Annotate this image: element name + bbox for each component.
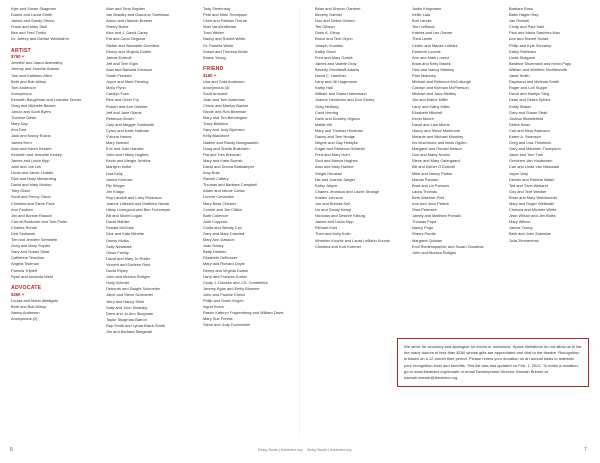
donor-name: Aaron and Hannah Brewer — [106, 18, 153, 24]
donor-name: Thomas Popa — [412, 219, 437, 225]
donor-name: Mary Harrold — [106, 140, 129, 146]
donor-name: Olson Family — [106, 249, 129, 255]
donor-name: Tom Anderson — [11, 84, 36, 90]
donor-name: Chris and Patricia Thorne — [203, 18, 248, 24]
donor-name: Joe and Brenda Kell — [315, 201, 351, 206]
col1-top-list — [11, 6, 93, 43]
donor-name: Nancy Pugh — [412, 225, 434, 231]
donor-name: Nancy and Robert White — [203, 36, 246, 42]
donor-name: Betty Debben — [203, 249, 227, 255]
donor-name: Tody Strelensky — [203, 6, 231, 11]
donor-name: Jim and Barbara Steigerall — [106, 328, 152, 334]
donor-name: Ted and Trina Wieland — [509, 182, 548, 188]
donor-name: Denny and Virginia Durbin — [106, 48, 152, 54]
donor-name: Alan and Mary Humke — [315, 164, 354, 170]
donor-name: Jamey and Matthew Pomaki — [412, 213, 461, 219]
donor-name: Raymond and Melinda Smith — [509, 79, 559, 85]
donor-name: David and Donna Buttsamper — [203, 163, 255, 169]
donor-name: Kenneth and Jeanette Kinsey — [11, 151, 62, 157]
donor-name: Connie and Jim Clifton — [203, 206, 243, 212]
donor-name: Anonymous — [11, 90, 32, 96]
donor-name: Greg and Michelle Becker — [11, 103, 56, 109]
donor-name: Deborah and Dwight Schroeder — [106, 286, 161, 292]
donor-name: Ryan and Amanda West — [11, 273, 53, 279]
advocate-amount: $350 + — [11, 291, 25, 297]
donor-name: Brad and Liz Parsons — [412, 182, 450, 188]
donor-name: Doreene Loomis — [412, 48, 441, 54]
donor-name: Denny and Virginia Durbin — [203, 267, 249, 273]
donor-name: Noel VanDenBerse — [203, 24, 237, 30]
donor-name: Guy and Terri Weidler — [509, 188, 547, 194]
donor-name: Theo and Kelly Kolln — [315, 231, 351, 237]
donor-name: Ben and Fred Timko — [11, 30, 47, 36]
donor-name: Sherry Butler — [106, 24, 129, 30]
donor-name: Sherry Purdie — [412, 231, 436, 237]
donor-name: Philip and Kyle Schramp — [509, 42, 552, 48]
donor-name: Janice and Scott Byers — [11, 109, 51, 115]
page-divider — [299, 8, 300, 438]
donor-name: Richard Kohl — [315, 225, 338, 231]
donor-name: Gary and Mary Crandall — [203, 230, 245, 236]
donor-name: Elizabeth DeBrower — [203, 255, 238, 261]
donor-name: Steve and Judy Fuemmeler — [203, 322, 251, 328]
donor-name: Justin Krogmann — [412, 6, 442, 11]
donor-name: Fred and Mary Gosek — [315, 54, 353, 60]
donor-name: Tom and Kathleen Allen — [11, 72, 52, 78]
donor-name: Joseph Goodlen — [315, 42, 344, 48]
donor-name: Fred and Mary Horn — [315, 152, 350, 158]
donor-name: Kathy Shelenko — [509, 48, 537, 54]
donor-name: Thomas and Barbara Campbell — [203, 182, 258, 188]
donor-name: Terri LeBlanc — [412, 24, 435, 30]
donor-name: Elaine Young — [203, 54, 226, 60]
donor-name: Marilynn Keller — [106, 164, 132, 170]
column-2 — [106, 6, 188, 335]
donor-name: Katrina and Les Garner — [412, 30, 453, 36]
donor-name: Lisa Kelly — [106, 170, 123, 176]
donor-name: Chuck and Marilyn Backm — [203, 103, 249, 109]
donor-name: David and Mary Morton — [11, 182, 52, 188]
donor-name: Mary and Roger Wettsider — [509, 201, 555, 206]
donor-name: Charles Rohde — [11, 224, 37, 230]
donor-name: Julie Coppock — [203, 218, 228, 224]
donor-name: Nadine and Randy Bomgaarden — [203, 139, 259, 145]
donor-name: John and Pauline Ehrick — [203, 291, 245, 297]
donor-name: Beth Waehler Pohl — [412, 194, 445, 200]
donor-name: Beth and Bob Allhop — [11, 78, 47, 84]
donor-name: Cedric and Marcia Lofdahl — [412, 42, 458, 48]
donor-name: Kathy Jasper — [315, 182, 338, 188]
donor-name: Christine and Steve Pace — [11, 200, 55, 206]
donor-name: Scot and Marcia Hughes — [315, 158, 358, 164]
column-4 — [315, 6, 397, 250]
column-5 — [412, 6, 494, 256]
donor-name: David C. Haerther — [315, 73, 347, 79]
donor-name: Jean Wilson and Jim Boles — [509, 213, 556, 219]
donor-name: Eric and Julie Hansler — [106, 146, 144, 152]
donor-name: Beth and Bob Allhop — [11, 303, 47, 309]
footer-right-text: Kinky Boots | theatrecr.org — [307, 448, 352, 452]
donor-name: Rick and Greer Fry — [106, 97, 139, 103]
donor-name: Stefan and Wannette Doenfeld — [106, 42, 160, 48]
donor-name: Janice Kerkove — [106, 176, 133, 182]
donor-name: Barbara Ross — [509, 6, 533, 11]
donor-name: James and Sandy Strunc — [11, 18, 55, 24]
donor-name: James and Linda Kipp — [315, 219, 354, 225]
donor-name: Gary and Judy Bjornsen — [203, 127, 245, 133]
donor-name: Jennifer and Jason Abernathy — [11, 60, 63, 66]
donor-name: Roy Landolt and Larry Robinson — [106, 194, 162, 200]
donor-name: Dick and Nancy Mahony — [412, 66, 455, 72]
donor-name: Dan and Debra Geisen — [315, 18, 355, 24]
donor-name: Bruce and Terri Glynn — [315, 36, 353, 42]
donor-name: Lorene Cervantes — [203, 194, 234, 200]
col2-list — [106, 6, 188, 335]
donor-name: Joan and Tom Auterman — [203, 96, 246, 102]
donor-name: Gretchen Van Houtschen — [509, 158, 553, 164]
donor-name: Ann and Mark Lorenz — [412, 54, 450, 60]
donor-name: Roger and Lori Suppe — [509, 85, 548, 91]
donor-name: Catherine Tesslime — [11, 255, 45, 261]
donor-name: William and Diana Hatermann — [315, 91, 367, 97]
column-1 — [11, 6, 93, 322]
donor-name: Angela Tiseman — [11, 261, 39, 267]
donor-name: Bill and Muriel Logan — [106, 213, 143, 219]
donor-name: Taylor Skogman-Barron — [106, 316, 147, 322]
donor-name: Traci Weber — [203, 30, 224, 36]
donor-name: Philip and Gwen Engen — [203, 298, 244, 304]
notice-text: We strive for accuracy and apologize for errors or omissions. Space limitations do not allow us to list the many donors of less than $150 whose gifts are appreciated and vital to the theatre. Recognition is based on a 12-month time period. Please renew your donation on an annual basis to maintain your recognition level and benefits. This list was last updated on Feb. 1, 2022. To make a donation, go to www.theatrecr.org/donate or email Development Director Hannah Brewer at hannah.brewer@theatrecr.org. — [404, 344, 582, 381]
donor-name: Deb Sedlacek — [11, 230, 36, 236]
donor-name: Kristy Staker — [509, 103, 532, 109]
donor-name: Hilary Livengood and Ben Frohmeyer — [106, 207, 171, 213]
donor-name: Rachel Caffery — [203, 176, 229, 182]
donor-name: Beverly Gartner — [315, 12, 343, 18]
donor-name: Ann Derr — [11, 127, 27, 133]
donor-name: Kelly Blackford — [203, 133, 229, 139]
donor-name: Lisa and Todd Andersen — [203, 78, 245, 84]
donor-name: Alan and Terry Bayden — [106, 6, 146, 11]
donor-name: Larry and Kathy Miller — [412, 103, 450, 109]
donor-name: Michael and Rebecca McCollough — [412, 79, 472, 85]
donor-name: Carroll Reasoner and Tom Peller — [11, 218, 68, 224]
donor-name: Brian and Kelly Macek — [412, 60, 451, 66]
donor-name: Cary and Meggie Goldsmith — [106, 121, 155, 127]
donor-name: Dr. Pamela White — [203, 42, 234, 48]
donor-name: Dick and Kate Minette — [106, 231, 145, 237]
donor-name: Tim and Jennifer Semeleth — [11, 237, 58, 243]
donor-name: Nancy Andersen — [11, 309, 40, 315]
donor-name: James and Linda Kipp — [11, 157, 50, 163]
donor-name: Gingie Hunstad — [315, 170, 342, 176]
col5-list — [412, 6, 494, 256]
donor-name: Chelsea and Michele White — [509, 207, 557, 213]
donor-name: Toby Olsen — [11, 188, 31, 194]
donor-name: Gary and Maureen Thompson — [509, 146, 561, 152]
donor-name: Joyce and Mark Fleming — [106, 79, 149, 85]
donor-name: Linda Skagand — [509, 54, 535, 60]
donor-name: Holly Schmitt — [106, 280, 129, 286]
donor-name: David Ripley — [106, 268, 128, 274]
donor-name: Dennis and Patricia Walsh — [509, 176, 555, 182]
donor-name: Thea Leslie — [412, 36, 433, 42]
donor-name: Carl and Linda Van Nieuwaal — [509, 164, 560, 170]
donor-name: Anonymous (2) — [11, 315, 38, 321]
donor-name: Robert and Ann Gessler — [106, 103, 148, 109]
donor-name: Mary and Katie Burrish — [203, 157, 243, 163]
advocate-list — [11, 298, 93, 322]
donor-name: Danny and Terri Hodge — [315, 133, 355, 139]
donor-name: Brian and Mary Weinbacher — [509, 194, 558, 200]
donor-name: Charles Jennison and Laurie Strange — [315, 188, 380, 194]
donor-name: John and Monica Rolfges — [106, 274, 150, 280]
donor-name: Sally Newstate — [106, 243, 132, 249]
donor-name: Mary Day — [11, 121, 28, 127]
donor-name: Pip Klinger — [106, 182, 125, 188]
donor-name: Margaret and Ronald Nelson — [412, 146, 462, 152]
donor-name: Ann and Robert Schae — [509, 36, 549, 42]
donor-name: Jim and Bonnie Rausch — [11, 212, 53, 218]
donor-name: Kathy Hall — [315, 85, 333, 91]
donor-name: Larry and Jill Hagemann — [315, 79, 358, 85]
donor-name: Karen A. Swanson — [509, 133, 542, 139]
page-number-right: 7 — [584, 447, 587, 453]
donor-name: Joshua Stubblefield — [509, 115, 543, 121]
donor-name: Janet Smith — [509, 73, 530, 79]
donor-name: Tracy Biddlers — [203, 121, 228, 127]
donor-name: Greg and Lisa Thimbeck — [509, 140, 552, 146]
donor-name: Cindy and Paul Sale — [509, 24, 545, 30]
donor-name: Teri Gibson — [315, 24, 335, 30]
donor-name: David Mahlke — [106, 219, 130, 225]
donor-name: Jean Deazy — [203, 243, 224, 249]
donor-name: Carol Herring — [315, 109, 339, 115]
donor-name: David and Mary Jo Rotter — [106, 255, 151, 261]
donor-name: V'storia Hanna — [106, 133, 132, 139]
donor-name: Therese Davis — [11, 115, 37, 121]
donor-name: Jeremy and Jeanine Adams — [11, 66, 60, 72]
col6-list — [509, 6, 591, 244]
donor-name: Frank and Mary Stull — [11, 24, 47, 30]
donor-name: Mary and Tim Bennington — [203, 115, 248, 121]
donor-name: Julie and Joe Lek — [11, 163, 42, 169]
donor-name: Beatrice Shoemack and Kevin Papp — [509, 60, 572, 66]
friend-list — [203, 79, 285, 329]
donor-name: John and Hillary Hughes — [106, 152, 149, 158]
donor-name: Gary and Susan Strait — [11, 249, 50, 255]
donor-name: Doug and Sheila Brakhahn — [203, 145, 250, 151]
donor-name: Julia Zimmerman — [509, 237, 539, 243]
donor-name: Jeff and Terri Elgin — [106, 60, 139, 66]
donor-name: James and Valerie Gray — [315, 60, 357, 66]
donor-name: Pam Maloney — [412, 73, 436, 79]
donor-name: Babs Hagen Ray — [509, 12, 539, 18]
donor-name: Greg Hellweg — [315, 103, 339, 109]
donor-name: Pat and Carol Degrave — [106, 36, 146, 42]
donor-name: Anonymous (4) — [203, 84, 230, 90]
donor-name: Wheelen Kountz and Laura LeBahn Kountz — [315, 237, 390, 243]
donor-name: Larry and Frances Durkin — [203, 273, 247, 279]
donor-name: Doris A. Gilroy — [315, 30, 340, 36]
col3-top-list — [203, 6, 285, 61]
donor-name: Danny Mulka — [106, 237, 129, 243]
donor-name: Pat and Tom Brennan — [203, 151, 241, 157]
donor-name: Ann Paulson — [11, 206, 34, 212]
donor-name: Alan and Karen Kessler — [11, 145, 52, 151]
donor-name: Louisa and Mario Affatigato — [11, 297, 59, 303]
donor-name: Margaret Quinlan — [412, 237, 443, 243]
donor-name: Dave and Dorothy Higdon — [315, 115, 360, 121]
donor-name: Adam and Nicole Cariss — [203, 188, 245, 194]
donor-name: James Eckhoff — [106, 54, 132, 60]
donor-name: James Kern — [11, 139, 32, 145]
donor-name: Kenneth Baughman and Leandra Tanner — [11, 96, 82, 102]
donor-name: Pete and Mimi Thompson — [203, 12, 248, 18]
donor-name: Cyrus and Katie Hallman — [106, 127, 150, 133]
donor-name: Lin and Sandy Kemp — [315, 207, 352, 213]
donor-name: Kellie Lala — [412, 12, 430, 18]
donor-name: Ingrid Evers — [203, 304, 224, 310]
donor-name: Jack and Nancy Evans — [11, 133, 51, 139]
donor-name: Barb Colemon — [203, 212, 228, 218]
donor-name: John and Monica Rolfges — [412, 249, 456, 255]
donor-name: Edgar and Rebecca Holstner — [315, 146, 365, 152]
donor-name: Beth and John Zabriskie — [509, 231, 551, 237]
donor-name: Bob Landis — [412, 18, 432, 24]
donor-name: Iris Muchmore and Mark Ogden — [412, 140, 467, 146]
donor-name: Bill and Esther O'Donnell — [412, 164, 456, 170]
donor-name: Vincent and Darlene Reid — [106, 261, 151, 267]
donor-name: Susan and Theresa Wolle — [203, 48, 248, 54]
donor-name: Mary and Thomas Hindman — [315, 127, 363, 133]
donor-name: Nancy and Steve Mortimore — [412, 127, 461, 133]
donor-name: David and Lisa Morris — [412, 121, 450, 127]
notice-box — [397, 338, 589, 387]
donor-name: Duane and Laura Smith — [11, 12, 53, 18]
donor-name: Ronald McGraw — [106, 225, 134, 231]
donor-name: Melanie and Michael Moseley — [412, 133, 464, 139]
donor-name: Nic and Joanne Jaeger — [315, 176, 356, 182]
donor-name: Kevin and Mergie Jenkins — [106, 158, 151, 164]
donor-name: Scott Arnsdorf — [203, 90, 228, 96]
donor-name: Sarah Fendahl — [106, 73, 132, 79]
donor-name: Marcia Parman — [412, 176, 439, 182]
column-3 — [203, 6, 285, 328]
donor-name: Drew and Jo Ann Skogman — [106, 310, 154, 316]
artist-heading: ARTIST — [11, 47, 31, 54]
footer-left-text: Kinky Boots | theatrecr.org — [258, 448, 303, 452]
artist-amount: $750 + — [11, 54, 25, 60]
donor-name: Carolyn Fuss — [106, 91, 129, 97]
donor-name: Alan and Barbara Erickson — [106, 66, 153, 72]
donor-name: Michael and Jane Medley — [412, 91, 457, 97]
donor-name: Kevin Moore — [412, 115, 434, 121]
donor-name: Debra Swan — [509, 121, 531, 127]
donor-name: Steve and Mary Ostergaard — [412, 158, 460, 164]
donor-name: Janet and Steve Schroeder — [106, 292, 154, 298]
donor-name: Joanne Hendricks and Don Storey — [315, 97, 375, 103]
donor-name: Jeremy Egan and Emily Blumme — [203, 285, 260, 291]
donor-name: Pastor Kathryn Frajzendeng and William Davis — [203, 310, 284, 316]
donor-name: Jim and Elaine Miller — [412, 97, 448, 103]
donor-name: Dean and Debra Spinks — [509, 97, 551, 103]
donor-name: Carolyn and Norman McPherson — [412, 85, 469, 91]
donor-name: Dr. Jeffrey and Denise Weisbahm — [11, 36, 69, 42]
donor-name: Don and Marty Norton — [412, 152, 451, 158]
donor-name: David and Marilyn Sieg — [509, 91, 550, 97]
donor-name: Gary and Susan Strait — [509, 109, 548, 115]
donor-name: Ray Smith and Lynda Black-Smith — [106, 322, 165, 328]
advocate-heading: ADVOCATE — [11, 284, 42, 291]
donor-name: Rebecca Glover — [106, 115, 134, 121]
donor-name: Jim Knapp — [106, 188, 125, 194]
donor-name: Joyce Varp — [509, 170, 529, 176]
donor-name: Paul and Maria Sanchez-Mac — [509, 30, 561, 36]
donor-name: Mary Wilson — [509, 219, 531, 225]
donor-name: Kyle and Susan Skagman — [11, 6, 56, 11]
donor-name: Jan Rossell — [509, 18, 530, 24]
donor-name: Linda and Jamie Lindahl — [11, 170, 54, 176]
donor-name: Mike and Nancy Parker — [412, 170, 453, 176]
donor-name: Mary and Richard Doyle — [203, 261, 245, 267]
donor-name: Jan Bradley and Giacomo Tomlinson — [106, 12, 170, 18]
donor-name: James Young — [509, 225, 533, 231]
donor-name: Greg and Mary Snyder — [11, 243, 51, 249]
donor-name: Elizabeth Mitchell — [412, 109, 443, 115]
donor-name: Cindy J. Dwoske and J.D. Combellick — [203, 279, 268, 285]
donor-name: Carl and Nina Swanson — [509, 127, 550, 133]
donor-name: Kristen Johnson — [315, 194, 343, 200]
donor-name: Sally and John Sklarsky — [106, 304, 148, 310]
col4-list — [315, 6, 397, 250]
friend-heading: FRIEND — [203, 65, 224, 72]
donor-name: Jeff and Jane Glantz — [106, 109, 142, 115]
donor-name: Alex and J. David Carey — [106, 30, 148, 36]
donor-name: Christina and Kurt Koerner — [315, 243, 362, 249]
donor-name: William and Winifred Shuttleworth — [509, 66, 568, 72]
donor-name: Mary Ann Dawson — [203, 237, 235, 243]
donor-name: Pamela Triplett — [11, 267, 37, 273]
donor-name: Emil Riedenspacher and Susan Goodmar — [412, 243, 484, 249]
donor-name: Amy Butz — [203, 170, 220, 176]
artist-list — [11, 60, 93, 279]
donor-name: Janet and Tom Turk — [509, 152, 544, 158]
column-6 — [509, 6, 591, 244]
donor-name: Jerry and Nancy Shirk — [106, 298, 145, 304]
donor-name: Molly Flynn — [106, 85, 126, 91]
donor-name: Curtis and Wendy Cox — [203, 224, 242, 230]
donor-name: Mattie Hill — [315, 121, 333, 127]
donor-name: Joanne Lillestoll and Matthew Nevak — [106, 201, 170, 206]
donor-name: Dick and Mary Meiderding — [11, 176, 57, 182]
donor-name: Brian and Sharon Gardner — [315, 6, 361, 11]
donor-name: Nicole and Rob Bearman — [203, 109, 247, 115]
donor-name: Mary Sue Freese — [203, 316, 233, 322]
donor-name: Scott and Penny Olson — [11, 194, 51, 200]
donor-name: Kathy Good — [315, 48, 336, 54]
page-number-left: 6 — [10, 447, 13, 453]
donor-name: Beverly Grindstaff-Adams — [315, 66, 360, 72]
donor-name: Laura Thomas — [412, 188, 438, 194]
donor-name: Wayne and Gay Holdyke — [315, 140, 358, 146]
donor-name: Ann and John Petrick — [412, 201, 449, 206]
donor-name: Shar Petersen — [412, 207, 437, 213]
donor-name: Mary Bess Chester — [203, 200, 237, 206]
friend-amount: $150 + — [203, 72, 217, 78]
donor-name: Nicholas and Desiree Kilburg — [315, 213, 366, 219]
